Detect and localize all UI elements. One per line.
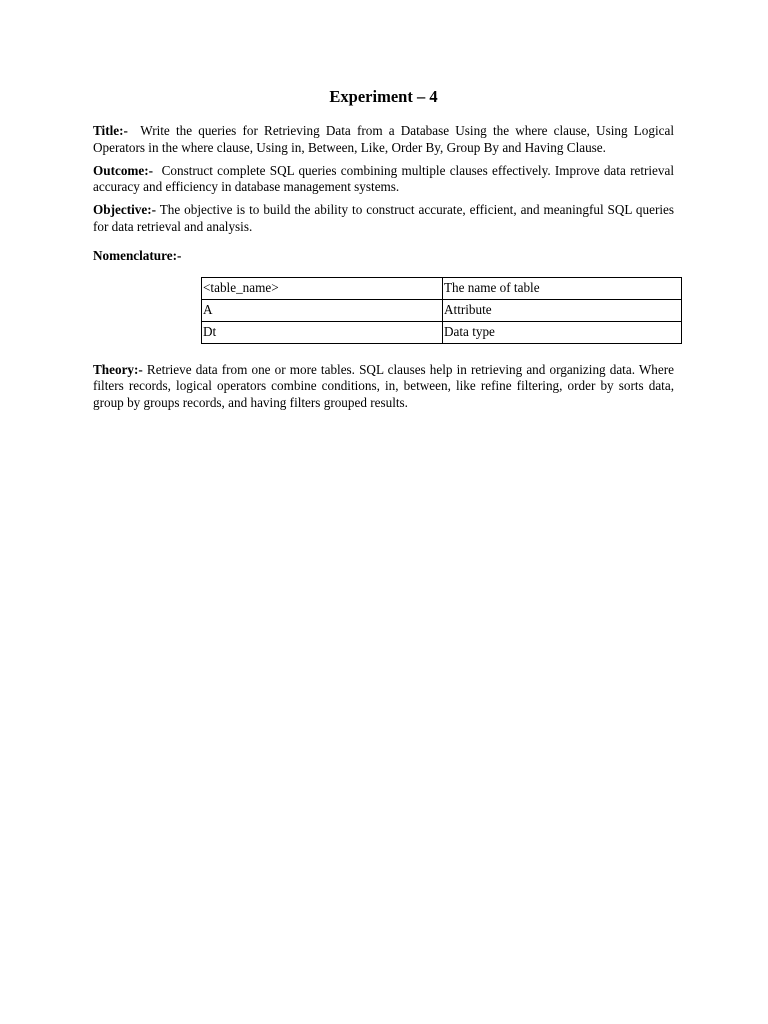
outcome-label: Outcome:- [93,162,154,178]
title-text: Write the queries for Retrieving Data from a Database Using the where clause, Using Logical Operators in the where clause, Using in, Between, Like, Order By, Group By and Having Clause. [93,123,675,155]
table-row [202,277,682,299]
title-label: Title:- [93,123,128,138]
theory-text: Retrieve data from one or more tables. SQL clauses help in retrieving and organizing data. Where filters records, logical operators combine conditions, in, between, like refine filtering, order by sorts data, group by groups records, and having filters grouped results. [93,361,674,411]
term-cell: <table_name> [202,277,443,299]
outcome-text: Construct complete SQL queries combining multiple clauses effectively. Improve data retrieval accuracy and efficiency in database management systems. [93,162,674,195]
term-cell: A [202,299,443,321]
outcome-section [93,163,674,197]
theory-label: Theory:- [93,361,143,377]
term-cell: Dt [202,321,443,343]
objective-section [93,202,674,236]
nomenclature-table [201,277,682,344]
document-page [93,86,674,418]
document-heading: Experiment – 4 [329,87,438,106]
objective-text: The objective is to build the ability to construct accurate, efficient, and meaningful SQL queries for data retrieval and analysis. [93,202,674,234]
title-section [93,123,674,157]
table-row [202,299,682,321]
nomenclature-section [93,248,674,265]
nomenclature-label: Nomenclature:- [93,247,182,263]
table-row [202,321,682,343]
meaning-cell: The name of table [443,277,682,299]
meaning-cell: Data type [443,321,682,343]
objective-label: Objective:- [93,202,156,218]
meaning-cell: Attribute [443,299,682,321]
theory-section [93,362,674,412]
